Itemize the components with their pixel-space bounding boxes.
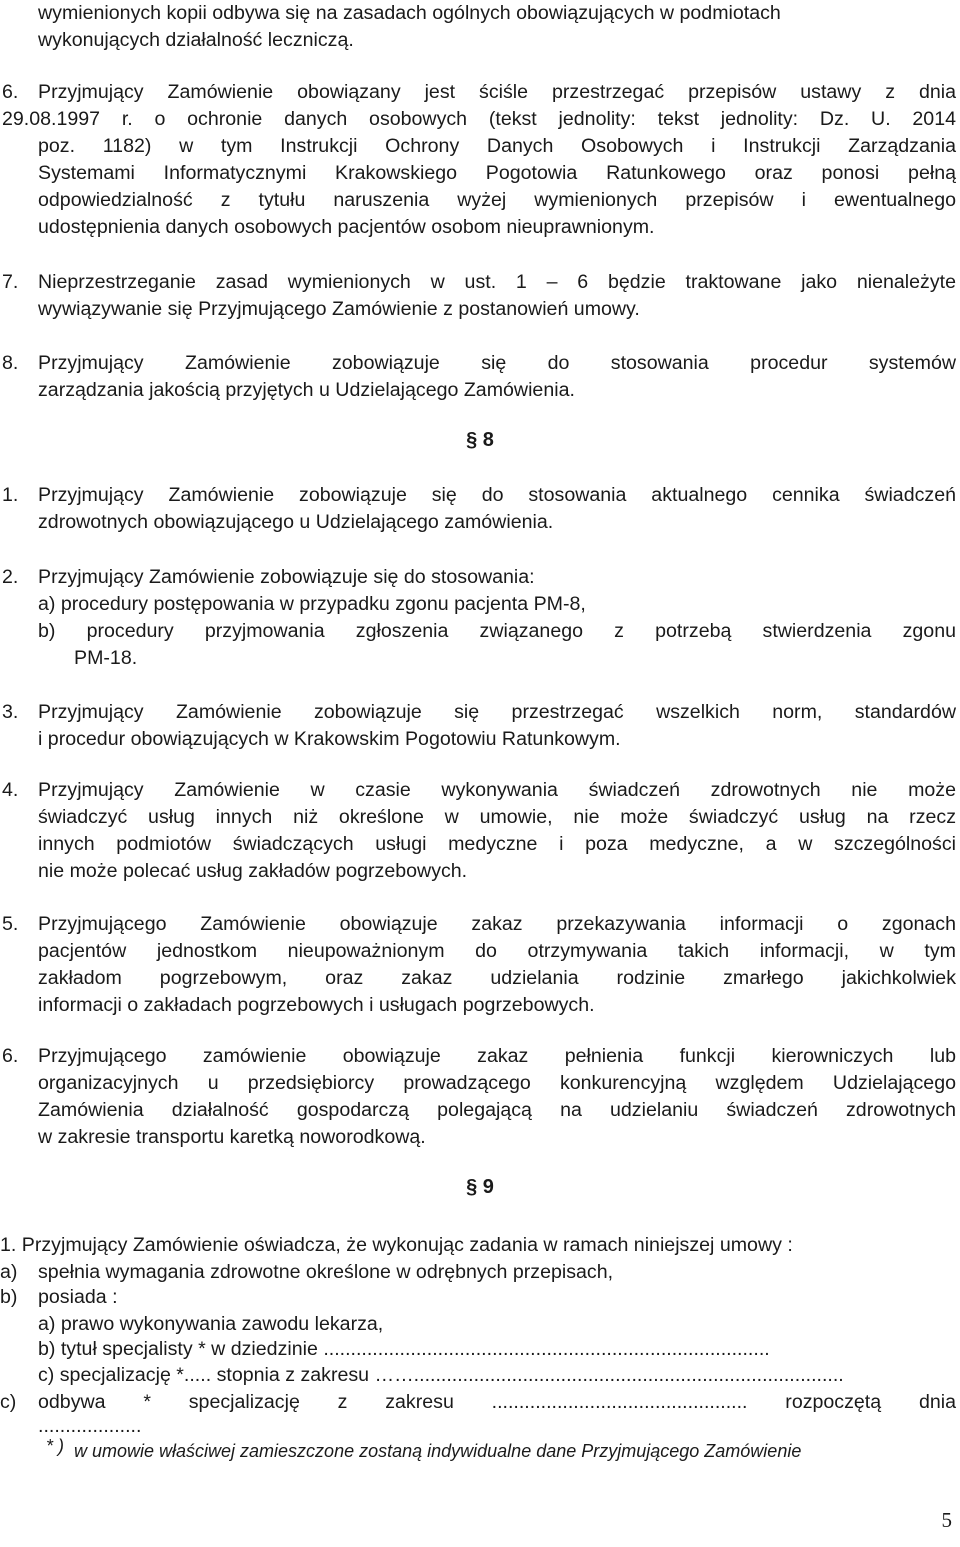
paragraph-line: Przyjmujący Zamówienie zobowiązuje się do stosowania aktualnego cennika świadczeń: [38, 484, 956, 506]
section8-paragraph-2: [2, 564, 956, 591]
paragraph-line: Nieprzestrzeganie zasad wymienionych w ust. 1 – 6 będzie traktowane jako nienależyte: [38, 271, 956, 293]
paragraph-number: 1.: [2, 484, 19, 506]
list-item-b-continued: PM-18.: [74, 647, 138, 669]
paragraph-line: Systemami Informatycznymi Krakowskiego Pogotowia Ratunkowego oraz ponosi pełną: [38, 162, 956, 184]
paragraph-line: Przyjmujący Zamówienie w czasie wykonywania świadczeń zdrowotnych nie może: [38, 779, 956, 801]
paragraph-line: Przyjmującego zamówienie obowiązuje zakaz pełnienia funkcji kierowniczych lub: [38, 1045, 956, 1067]
section8-paragraph-3: [2, 699, 956, 753]
paragraph-number: 7.: [2, 271, 19, 293]
section-heading-8: § 8: [466, 429, 494, 451]
paragraph-line: Przyjmujący Zamówienie zobowiązuje się do stosowania:: [38, 566, 535, 588]
section9-intro: 1. Przyjmujący Zamówienie oświadcza, że wykonując zadania w ramach niniejszej umowy :: [0, 1234, 793, 1256]
paragraph-line: zdrowotnych obowiązującego u Udzielającego zamówienia.: [38, 511, 554, 533]
paragraph-number: 2.: [2, 566, 19, 588]
paragraph-number: 4.: [2, 779, 19, 801]
carryover-line-1: wymienionych kopii odbywa się na zasadach ogólnych obowiązujących w podmiotach: [38, 2, 781, 24]
list-item-line: b) procedury przyjmowania zgłoszenia związanego z potrzebą stwierdzenia zgonu: [38, 620, 956, 642]
paragraph-line: udostępnienia danych osobowych pacjentów osobom nieuprawnionym.: [38, 216, 655, 238]
section9-item-a: spełnia wymagania zdrowotne określone w odrębnych przepisach,: [38, 1261, 614, 1283]
section9-item-a-mark: a): [0, 1261, 18, 1283]
paragraph-number: 8.: [2, 352, 19, 374]
paragraph-number: 6.: [2, 1045, 19, 1067]
section8-paragraph-5: [2, 911, 956, 1019]
paragraph-line: Przyjmujący Zamówienie zobowiązuje się przestrzegać wszelkich norm, standardów: [38, 701, 956, 723]
section9-subitem-b: b) tytuł specjalisty * w dziedzinie ..................................................................................: [38, 1338, 770, 1360]
page-number: 5: [941, 1508, 952, 1532]
paragraph-number: 5.: [2, 913, 19, 935]
paragraph-6: [2, 79, 956, 241]
paragraph-line: nie może polecać usług zakładów pogrzebowych.: [38, 860, 468, 882]
paragraph-line: organizacyjnych u przedsiębiorcy prowadzącego konkurencyjną względem Udzielającego: [38, 1072, 956, 1094]
footnote-marker: * ): [46, 1436, 64, 1456]
list-item-b: [38, 618, 956, 645]
section9-item-b: posiada :: [38, 1286, 118, 1308]
paragraph-line: Przyjmujący Zamówienie zobowiązuje się do stosowania procedur systemów: [38, 352, 956, 374]
section9-item-b-mark: b): [0, 1286, 18, 1308]
paragraph-line: wywiązywanie się Przyjmującego Zamówienie z postanowień umowy.: [38, 298, 640, 320]
section9-item-c-mark: c): [0, 1391, 17, 1413]
paragraph-line: poz. 1182) w tym Instrukcji Ochrony Danych Osobowych i Instrukcji Zarządzania: [38, 135, 956, 157]
paragraph-line: Przyjmujący Zamówienie obowiązany jest ściśle przestrzegać przepisów ustawy z dnia: [38, 81, 956, 103]
paragraph-line: Przyjmującego Zamówienie obowiązuje zakaz przekazywania informacji o zgonach: [38, 913, 956, 935]
paragraph-line: odpowiedzialność z tytułu naruszenia wyżej wymienionych przepisów i ewentualnego: [38, 189, 956, 211]
footnote-text: w umowie właściwej zamieszczone zostaną indywidualne dane Przyjmującego Zamówienie: [74, 1441, 802, 1461]
paragraph-line: w zakresie transportu karetką noworodkową.: [38, 1126, 426, 1148]
paragraph-line: zarządzania jakością przyjętych u Udzielającego Zamówienia.: [38, 379, 575, 401]
paragraph-line: i procedur obowiązujących w Krakowskim Pogotowiu Ratunkowym.: [38, 728, 621, 750]
paragraph-number: 3.: [2, 701, 19, 723]
carryover-line-2: wykonujących działalność leczniczą.: [38, 29, 354, 51]
paragraph-7: [2, 269, 956, 323]
section8-paragraph-6: [2, 1043, 956, 1151]
list-item-line: odbywa * specjalizację z zakresu ............................................... rozpoczętą dnia: [38, 1391, 956, 1413]
section8-paragraph-1: [2, 482, 956, 536]
paragraph-line: Zamówienia działalność gospodarczą polegającą na udzielaniu świadczeń zdrowotnych: [38, 1099, 956, 1121]
section9-subitem-c: c) specjalizację *..... stopnia z zakresu ……...............................................................................: [38, 1364, 844, 1386]
paragraph-line: 29.08.1997 r. o ochronie danych osobowych (tekst jednolity: tekst jednolity: Dz. U. 2014: [2, 108, 956, 130]
section9-item-c-continued: ...................: [38, 1415, 142, 1437]
paragraph-8: [2, 350, 956, 404]
paragraph-line: świadczyć usług innych niż określone w umowie, nie może świadczyć usług na rzecz: [38, 806, 956, 828]
section-heading-9: § 9: [466, 1176, 494, 1198]
paragraph-line: pacjentów jednostkom nieupoważnionym do otrzymywania takich informacji, w tym: [38, 940, 956, 962]
section9-subitem-a: a) prawo wykonywania zawodu lekarza,: [38, 1313, 384, 1335]
section8-paragraph-4: [2, 777, 956, 885]
paragraph-line: informacji o zakładach pogrzebowych i usługach pogrzebowych.: [38, 994, 595, 1016]
paragraph-line: zakładom pogrzebowym, oraz zakaz udzielania rodzinie zmarłego jakichkolwiek: [38, 967, 956, 989]
paragraph-number: 6.: [2, 81, 19, 103]
section9-item-c: [38, 1389, 956, 1416]
paragraph-line: innych podmiotów świadczących usługi medyczne i poza medyczne, a w szczególności: [38, 833, 956, 855]
list-item-a: a) procedury postępowania w przypadku zgonu pacjenta PM-8,: [38, 593, 586, 615]
